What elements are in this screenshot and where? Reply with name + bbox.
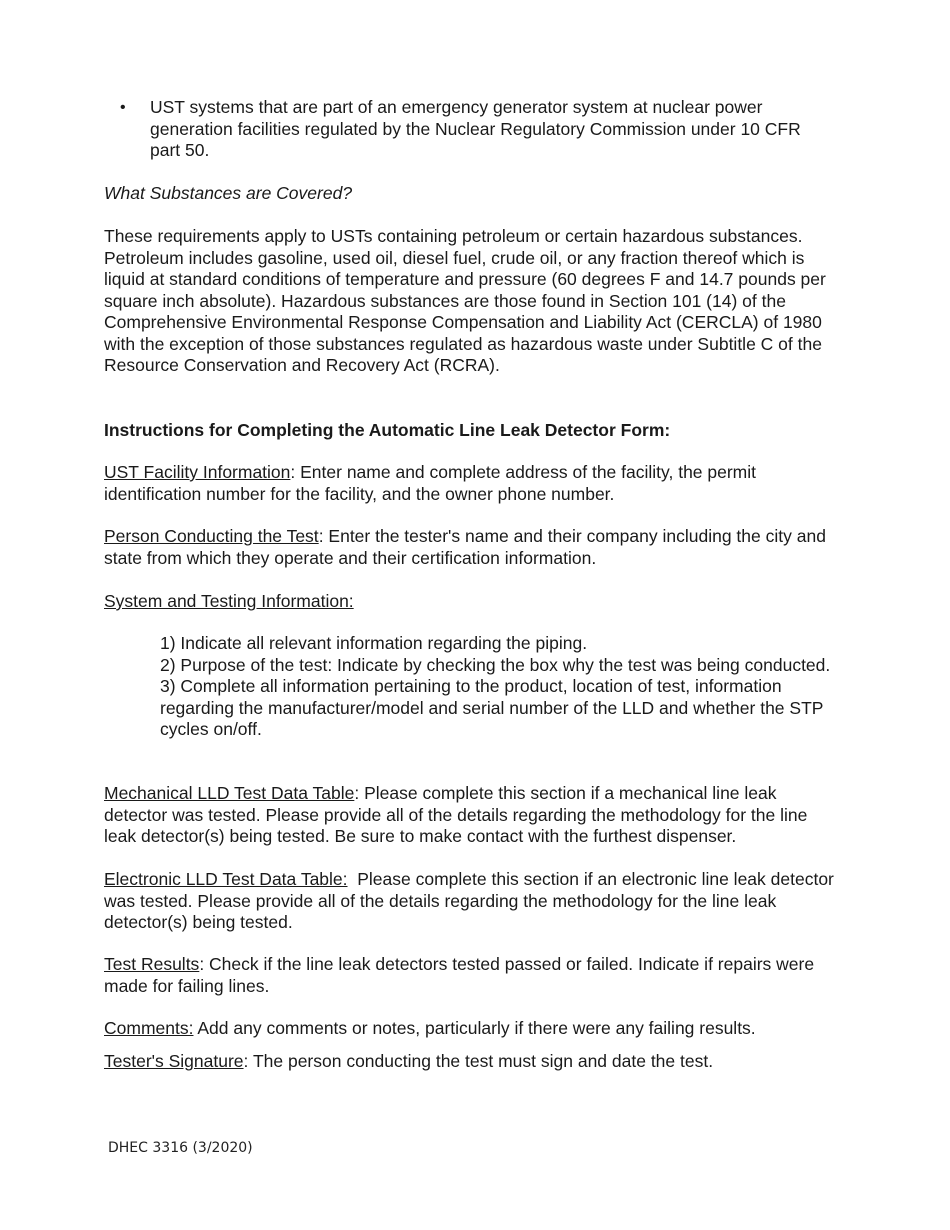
electronic-section [104,869,839,934]
facility-section [104,462,834,505]
person-section [104,526,834,569]
mechanical-text: : Please complete this section if a mechanical line leak detector was tested. Please provide all of the details regarding the methodology for the line leak detector(s) being tested. Be sure to make contact with the furthest dispenser. [104,783,808,846]
list-item: 2) Purpose of the test: Indicate by checking the box why the test was being conducted. [160,654,831,675]
list-item: 1) Indicate all relevant information regarding the piping. [160,633,588,653]
comments-text: Add any comments or notes, particularly if there were any failing results. [193,1018,756,1038]
comments-label: Comments: [104,1018,194,1038]
comments-section [104,1018,834,1040]
bullet-text: UST systems that are part of an emergency generator system at nuclear power generation facilities regulated by the Nuclear Regulatory Commission under 10 CFR part 50. [150,97,801,160]
facility-label: UST Facility Information [104,462,291,482]
person-label: Person Conducting the Test [104,526,319,546]
electronic-label: Electronic LLD Test Data Table: [104,869,348,889]
results-text: : Check if the line leak detectors tested passed or failed. Indicate if repairs were made for failing lines. [104,954,815,996]
signature-text: : The person conducting the test must sign and date the test. [243,1051,714,1071]
instructions-heading: Instructions for Completing the Automatic Line Leak Detector Form: [104,420,671,440]
list-item: 3) Complete all information pertaining to the product, location of test, information regarding the manufacturer/model and serial number of the LLD and whether the STP cycles on/off. [160,676,824,739]
system-label: System and Testing Information: [104,591,354,611]
system-section-heading [104,591,834,613]
signature-label: Tester's Signature [104,1051,244,1071]
mechanical-label: Mechanical LLD Test Data Table [104,783,355,803]
results-label: Test Results [104,954,200,974]
substances-heading: What Substances are Covered? [104,183,353,203]
form-number-footer: DHEC 3316 (3/2020) [108,1140,253,1156]
system-numbered-list [160,633,835,741]
substances-paragraph: These requirements apply to USTs containing petroleum or certain hazardous substances. Petroleum includes gasoline, used oil, diesel fuel, crude oil, or any fraction thereof which is liquid at standard conditions of temperature and pressure (60 degrees F and 14.7 pounds per square inch absolute). Hazardous substances are those found in Section 101 (14) of the Comprehensive Environmental Response Compensation and Liability Act (CERCLA) of 1980 with the exception of those substances regulated as hazardous waste under Subtitle C of the Resource Conservation and Recovery Act (RCRA). [104,226,826,375]
person-text: : Enter the tester's name and their company including the city and state from which they operate and their certification information. [104,526,826,568]
results-section [104,954,834,997]
signature-section [104,1051,834,1073]
bullet-icon: • [120,99,126,116]
electronic-text: Please complete this section if an electronic line leak detector was tested. Please provide all of the details regarding the methodology for the line leak detector(s) being tested. [104,869,839,932]
facility-text: : Enter name and complete address of the facility, the permit identification number for the facility, and the owner phone number. [104,462,757,504]
mechanical-section [104,783,834,848]
